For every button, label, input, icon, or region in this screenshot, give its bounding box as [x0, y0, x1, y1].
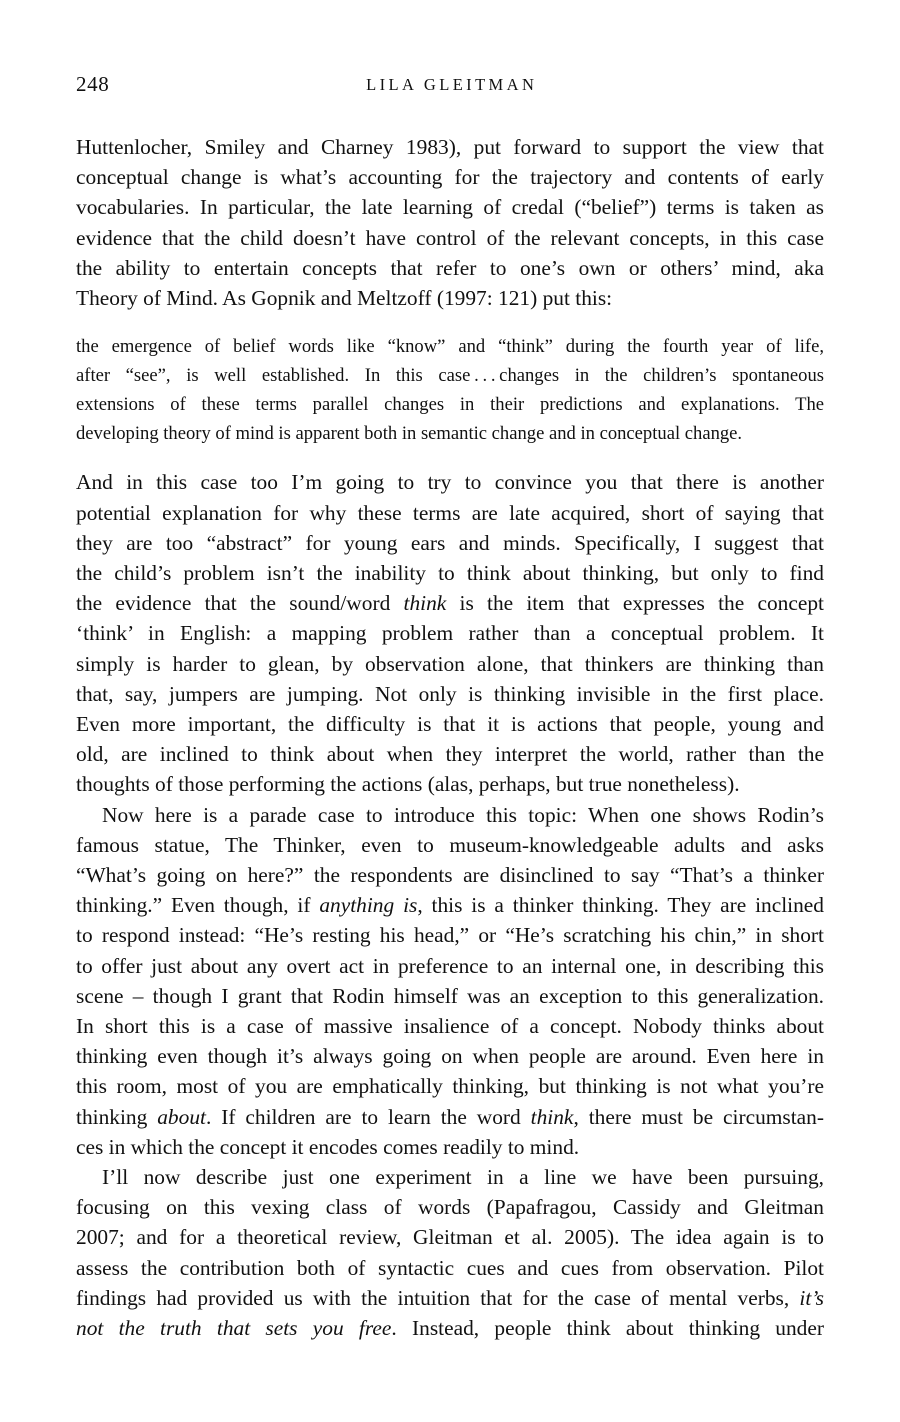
text-line: to offer just about any overt act in preference to an internal one, in describing this	[76, 953, 824, 978]
text-line: they are too “abstract” for young ears and minds. Specifically, I suggest that	[76, 530, 824, 555]
text-line: the evidence that the sound/word think is the item that expresses the concept	[76, 591, 824, 616]
text-line: findings had provided us with the intuition that for the case of mental verbs, it’s	[76, 1285, 824, 1310]
text-line: In short this is a case of massive insalience of a concept. Nobody thinks about	[76, 1014, 824, 1039]
text-line: to respond instead: “He’s resting his head,” or “He’s scratching his chin,” in short	[76, 923, 824, 948]
text-line: Now here is a parade case to introduce this topic: When one shows Rodin’s	[102, 802, 824, 827]
text-line: “What’s going on here?” the respondents are disinclined to say “That’s a thinker	[76, 863, 824, 888]
text-line: focusing on this vexing class of words (Papafragou, Cassidy and Gleitman	[76, 1195, 824, 1220]
text-block	[76, 66, 824, 1343]
quote-line: extensions of these terms parallel changes in their predictions and explanations. The	[76, 393, 824, 415]
text-line: I’ll now describe just one experiment in a line we have been pursuing,	[102, 1165, 824, 1190]
text-line: famous statue, The Thinker, even to museum-knowledgeable adults and asks	[76, 832, 824, 857]
quote-line: the emergence of belief words like “know” and “think” during the fourth year of life,	[76, 336, 824, 358]
text-line: that, say, jumpers are jumping. Not only is thinking invisible in the first place.	[76, 681, 824, 706]
text-line: the ability to entertain concepts that refer to one’s own or others’ mind, aka	[76, 255, 824, 280]
text-line: this room, most of you are emphatically thinking, but thinking is not what you’re	[76, 1074, 824, 1099]
text-line: thinking.” Even though, if anything is, this is a thinker thinking. They are inclined	[76, 893, 824, 918]
text-line: Theory of Mind. As Gopnik and Meltzoff (1997: 121) put this:	[76, 286, 613, 311]
paragraph-parade-case	[76, 800, 824, 1162]
paragraph-huttenlocher	[76, 132, 824, 313]
text-line: And in this case too I’m going to try to convince you that there is another	[76, 470, 824, 495]
quote-line: developing theory of mind is apparent both in semantic change and in conceptual change.	[76, 422, 743, 444]
text-line: evidence that the child doesn’t have control of the relevant concepts, in this case	[76, 225, 824, 250]
page-number: 248	[76, 72, 110, 96]
running-head-title: LILA GLEITMAN	[366, 75, 538, 94]
text-line: potential explanation for why these terms are late acquired, short of saying that	[76, 500, 824, 525]
paragraph-experiment	[76, 1162, 824, 1343]
text-line: the child’s problem isn’t the inability to think about thinking, but only to find	[76, 561, 824, 586]
text-line: scene – though I grant that Rodin himself was an exception to this generalization.	[76, 983, 824, 1008]
text-line: conceptual change is what’s accounting for the trajectory and contents of early	[76, 165, 824, 190]
quote-line: after “see”, is well established. In this case . . . changes in the children’s spontaneous	[76, 365, 824, 387]
text-line: simply is harder to glean, by observation alone, that thinkers are thinking than	[76, 651, 824, 676]
text-line: ‘think’ in English: a mapping problem rather than a conceptual problem. It	[76, 621, 824, 646]
text-line: thinking about. If children are to learn the word think, there must be circumstan-	[76, 1104, 824, 1129]
running-head	[76, 66, 824, 110]
text-line: not the truth that sets you free. Instead, people think about thinking under	[76, 1316, 824, 1341]
text-line: Even more important, the difficulty is that it is actions that people, young and	[76, 712, 824, 737]
paragraph-and-in-this-case	[76, 467, 824, 799]
blockquote-gopnik-meltzoff	[76, 333, 824, 448]
text-line: Huttenlocher, Smiley and Charney 1983), put forward to support the view that	[76, 135, 824, 159]
text-line: old, are inclined to think about when they interpret the world, rather than the	[76, 742, 824, 767]
text-line: ces in which the concept it encodes comes readily to mind.	[76, 1134, 580, 1159]
text-line: thoughts of those performing the actions (alas, perhaps, but true nonetheless).	[76, 772, 740, 797]
text-line: assess the contribution both of syntactic cues and cues from observation. Pilot	[76, 1255, 824, 1280]
text-line: thinking even though it’s always going on when people are around. Even here in	[76, 1044, 824, 1069]
text-line: 2007; and for a theoretical review, Gleitman et al. 2005). The idea again is to	[76, 1225, 824, 1250]
text-line: vocabularies. In particular, the late learning of credal (“belief”) terms is taken as	[76, 195, 824, 220]
